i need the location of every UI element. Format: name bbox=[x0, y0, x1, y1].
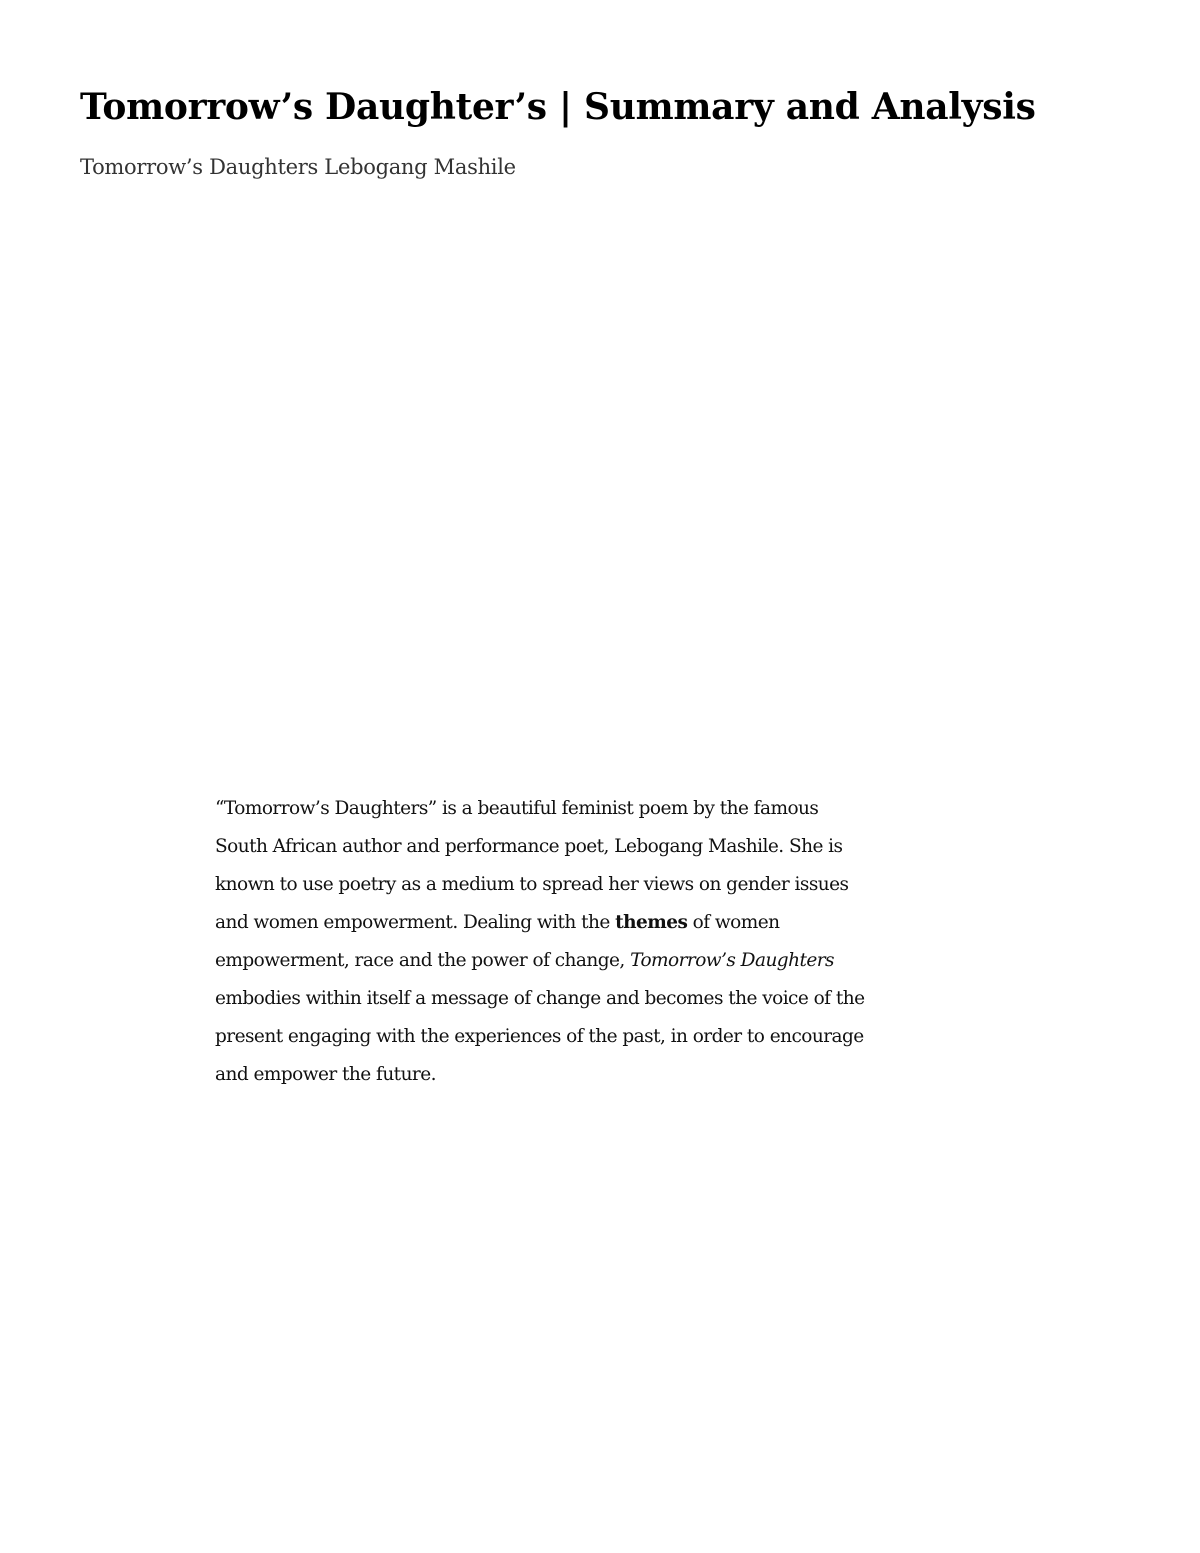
text-segment: of women bbox=[687, 912, 780, 933]
text-segment: and empower the future. bbox=[215, 1064, 436, 1085]
page-title: Tomorrow’s Daughter’s | Summary and Analysis bbox=[80, 86, 1036, 128]
intro-paragraph bbox=[215, 790, 995, 1094]
text-segment: and women empowerment. Dealing with the bbox=[215, 912, 616, 933]
poem-title-italic: Tomorrow’s Daughters bbox=[630, 950, 834, 971]
text-segment: present engaging with the experiences of the past, in order to encourage bbox=[215, 1026, 864, 1047]
paragraph-line bbox=[215, 866, 995, 904]
text-segment: embodies within itself a message of change and becomes the voice of the bbox=[215, 988, 865, 1009]
paragraph-line bbox=[215, 904, 995, 942]
paragraph-line bbox=[215, 790, 995, 828]
page-subtitle: Tomorrow’s Daughters Lebogang Mashile bbox=[80, 155, 516, 179]
paragraph-line bbox=[215, 828, 995, 866]
paragraph-line bbox=[215, 1018, 995, 1056]
text-segment: known to use poetry as a medium to spread her views on gender issues bbox=[215, 874, 849, 895]
paragraph-line bbox=[215, 1056, 995, 1094]
paragraph-line bbox=[215, 942, 995, 980]
paragraph-line bbox=[215, 980, 995, 1018]
text-segment: South African author and performance poet, Lebogang Mashile. She is bbox=[215, 836, 843, 857]
text-segment: “Tomorrow’s Daughters” is a beautiful feminist poem by the famous bbox=[215, 798, 819, 819]
text-segment: empowerment, race and the power of change, bbox=[215, 950, 631, 971]
themes-link[interactable]: themes bbox=[615, 912, 688, 933]
